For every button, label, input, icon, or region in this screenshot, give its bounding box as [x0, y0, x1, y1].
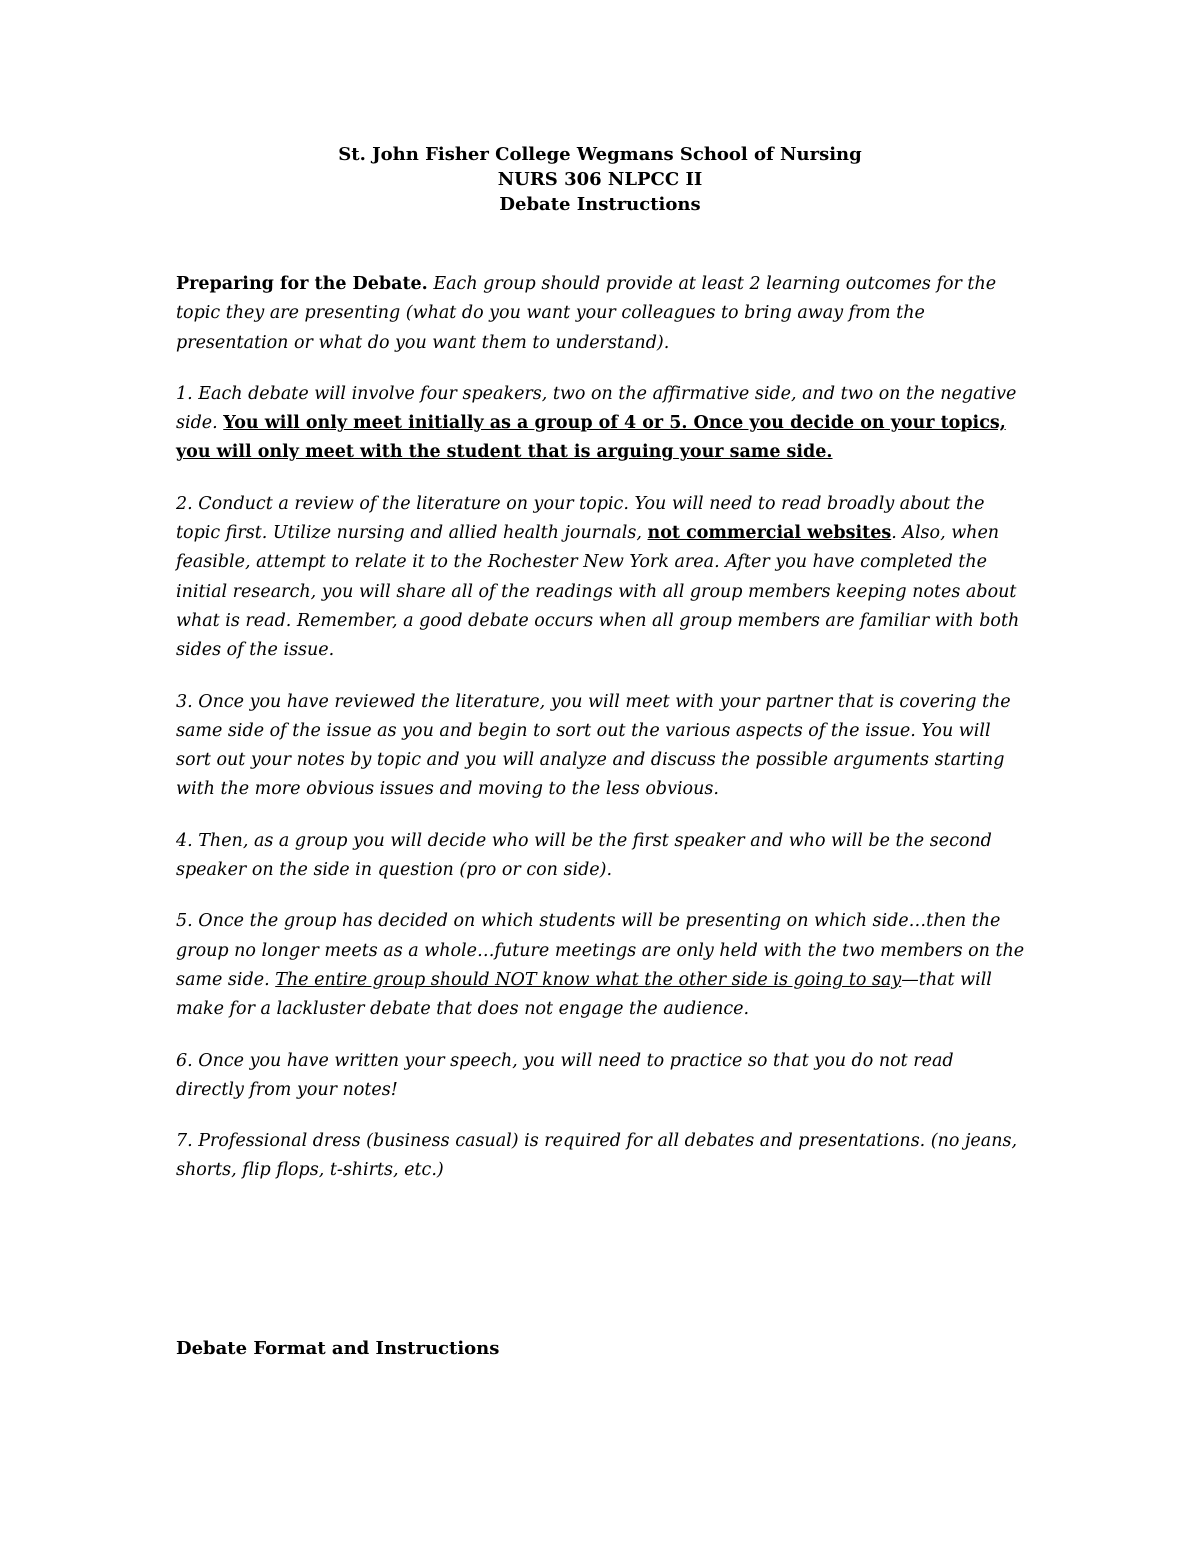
document-body — [176, 270, 1026, 1208]
instruction-item-5 — [176, 907, 1026, 1024]
item-5-emphasis: The entire group should NOT know what the other side is going to say — [275, 969, 902, 990]
institution-title: St. John Fisher College Wegmans School of Nursing — [338, 144, 862, 165]
document-header — [0, 142, 1200, 217]
item-1-text: 1. Each debate will involve four speakers, two on the affirmative side, and two on the negative side. — [176, 383, 1017, 434]
item-5-text-a: 5. Once the group has decided on which students will be presenting on which side…then the group no longer meets as a whole…future meetings are only held with the two members on the same side. — [176, 911, 1025, 990]
instruction-item-7 — [176, 1127, 1026, 1186]
document-title: Debate Instructions — [499, 194, 701, 215]
item-1-emphasis: You will only meet initially as a group of 4 or 5. Once you decide on your topics, you will only meet with the student that is arguing your same side. — [176, 413, 1006, 463]
course-title: NURS 306 NLPCC II — [497, 169, 703, 190]
item-3-text: 3. Once you have reviewed the literature, you will meet with your partner that is covering the same side of the issue as you and begin to sort out the various aspects of the issue. You will sort out your notes by topic and you will analyze and discuss the possible arguments starting with the more obvious issues and moving to the less obvious. — [176, 691, 1011, 800]
intro-text: Each group should provide at least 2 learning outcomes for the topic they are presenting (what do you want your colleagues to bring away from the presentation or what do you want them to understand). — [176, 274, 997, 353]
instruction-item-3 — [176, 688, 1026, 805]
item-2-text-b: . Also, when feasible, attempt to relate it to the Rochester New York area. After you have completed the initial research, you will share all of the readings with all group members keeping notes about what is read. Remember, a good debate occurs when all group members are familiar with both sides of the issue. — [176, 523, 1020, 661]
item-2-text-a: 2. Conduct a review of the literature on your topic. You will need to read broadly about the topic first. Utilize nursing and allied health journals, — [176, 493, 985, 544]
item-7-text: 7. Professional dress (business casual) is required for all debates and presentations. (no jeans, shorts, flip flops, t-shirts, etc.) — [176, 1131, 1018, 1181]
section-heading: Debate Format and Instructions — [176, 1338, 500, 1359]
instruction-item-6 — [176, 1047, 1026, 1106]
intro-paragraph — [176, 270, 1026, 358]
item-2-emphasis: not commercial websites — [647, 523, 892, 544]
intro-label: Preparing for the Debate. — [176, 274, 428, 294]
instruction-item-2 — [176, 490, 1026, 666]
instruction-item-1 — [176, 380, 1026, 468]
item-5-text-b: —that will make for a lackluster debate that does not engage the audience. — [176, 969, 992, 1020]
instruction-item-4 — [176, 827, 1026, 886]
item-4-text: 4. Then, as a group you will decide who will be the first speaker and who will be the second speaker on the side in question (pro or con side). — [176, 830, 992, 881]
item-6-text: 6. Once you have written your speech, you will need to practice so that you do not read directly from your notes! — [176, 1050, 954, 1100]
